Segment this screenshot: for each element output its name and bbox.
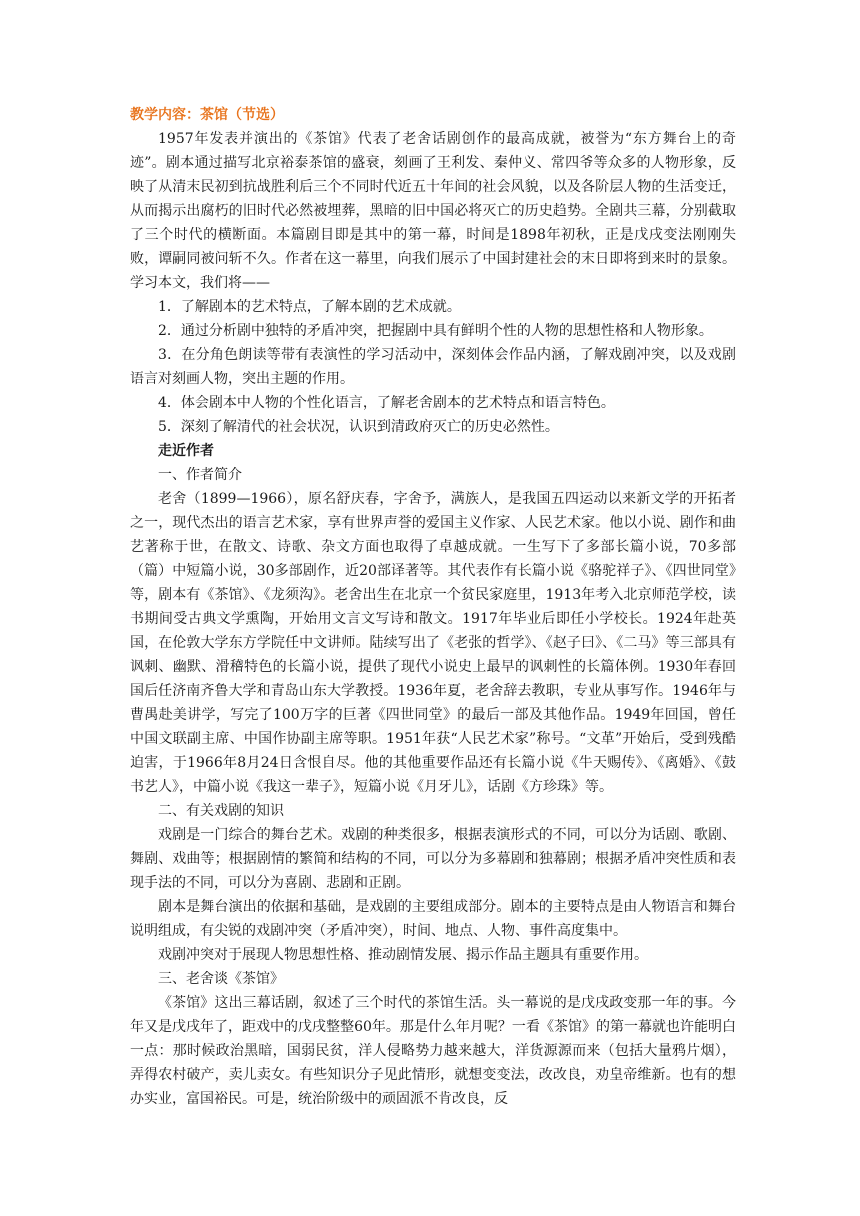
goal-item-2: 2．通过分析剧中独特的矛盾冲突，把握剧中具有鲜明个性的人物的思想性格和人物形象。 [158,323,713,339]
subheading-laoshe-talk: 三、老舍谈《茶馆》 [158,971,284,987]
drama-paragraph-2: 剧本是舞台演出的依据和基础，是戏剧的主要组成部分。剧本的主要特点是由人物语言和舞台说明组成，有尖锐的戏剧冲突（矛盾冲突），时间、地点、人物、事件高度集中。 [130,899,736,939]
goal-item-1: 1．了解剧本的艺术特点，了解本剧的艺术成就。 [158,299,461,315]
drama-paragraph-1: 戏剧是一门综合的舞台艺术。戏剧的种类很多，根据表演形式的不同，可以分为话剧、歌剧、舞剧、戏曲等；根据剧情的繁简和结构的不同，可以分为多幕剧和独幕剧；根据矛盾冲突性质和表现手法的不同，可以分为喜剧、悲剧和正剧。 [130,827,736,891]
intro-paragraph: 1957年发表并演出的《茶馆》代表了老舍话剧创作的最高成就，被誉为“东方舞台上的奇迹”。剧本通过描写北京裕泰茶馆的盛衰，刻画了王利发、秦仲义、常四爷等众多的人物形象，反映了从清末民初到抗战胜利后三个不同时代近五十年间的社会风貌，以及各阶层人物的生活变迁，从而揭示出腐朽的旧时代必然被埋葬，黑暗的旧中国必将灭亡的历史趋势。全剧共三幕，分别截取了三个时代的横断面。本篇剧目即是其中的第一幕，时间是1898年初秋，正是戊戌变法刚刚失败，谭嗣同被问斩不久。作者在这一幕里，向我们展示了中国封建社会的末日即将到来时的景象。学习本文，我们将—— [130,131,736,291]
goal-item-3: 3．在分角色朗读等带有表演性的学习活动中，深刻体会作品内涵，了解戏剧冲突，以及戏剧语言对刻画人物，突出主题的作用。 [130,347,736,387]
goal-item-5: 5．深刻了解清代的社会状况，认识到清政府灭亡的历史必然性。 [158,419,559,435]
laoshe-talk-paragraph: 《茶馆》这出三幕话剧，叙述了三个时代的茶馆生活。头一幕说的是戊戌政变那一年的事。今年又是戊戌年了，距戏中的戊戌整整60年。那是什么年月呢？一看《茶馆》的第一幕就也许能明白一点：那时候政治黑暗，国弱民贫，洋人侵略势力越来越大，洋货源源而来（包括大量鸦片烟），弄得农村破产，卖儿卖女。有些知识分子见此情形，就想变变法，改改良，劝皇帝维新。也有的想办实业，富国裕民。可是，统治阶级中的顽固派不肯改良，反 [130,995,736,1107]
subheading-drama-knowledge: 二、有关戏剧的知识 [158,803,284,819]
author-bio-paragraph: 老舍（1899—1966），原名舒庆春，字舍予，满族人，是我国五四运动以来新文学的开拓者之一，现代杰出的语言艺术家，享有世界声誉的爱国主义作家、人民艺术家。他以小说、剧作和曲艺著称于世，在散文、诗歌、杂文方面也取得了卓越成就。一生写下了多部长篇小说，70多部（篇）中短篇小说，30多部剧作，近20部译著等。其代表作有长篇小说《骆驼祥子》、《四世同堂》等，剧本有《茶馆》、《龙须沟》。老舍出生在北京一个贫民家庭里，1913年考入北京师范学校，读书期间受古典文学熏陶，开始用文言文写诗和散文。1917年毕业后即任小学校长。1924年赴英国，在伦敦大学东方学院任中文讲师。陆续写出了《老张的哲学》、《赵子曰》、《二马》等三部具有讽刺、幽默、滑稽特色的长篇小说，提供了现代小说史上最早的讽刺性的长篇体例。1930年春回国后任济南齐鲁大学和青岛山东大学教授。1936年夏，老舍辞去教职，专业从事写作。1946年与曹禺赴美讲学，写完了100万字的巨著《四世同堂》的最后一部及其他作品。1949年回国，曾任中国文联副主席、中国作协副主席等职。1951年获“人民艺术家”称号。“文革”开始后，受到残酷迫害，于1966年8月24日含恨自尽。他的其他重要作品还有长篇小说《牛天赐传》、《离婚》、《鼓书艺人》，中篇小说《我这一辈子》，短篇小说《月牙儿》，话剧《方珍珠》等。 [130,491,736,795]
goal-item-4: 4．体会剧本中人物的个性化语言，了解老舍剧本的艺术特点和语言特色。 [158,395,615,411]
section-heading: 走近作者 [158,443,214,459]
page-title: 教学内容：茶馆（节选） [130,107,284,123]
subheading-author-intro: 一、作者简介 [158,467,242,483]
drama-paragraph-3: 戏剧冲突对于展现人物思想性格、推动剧情发展、揭示作品主题具有重要作用。 [158,947,648,963]
